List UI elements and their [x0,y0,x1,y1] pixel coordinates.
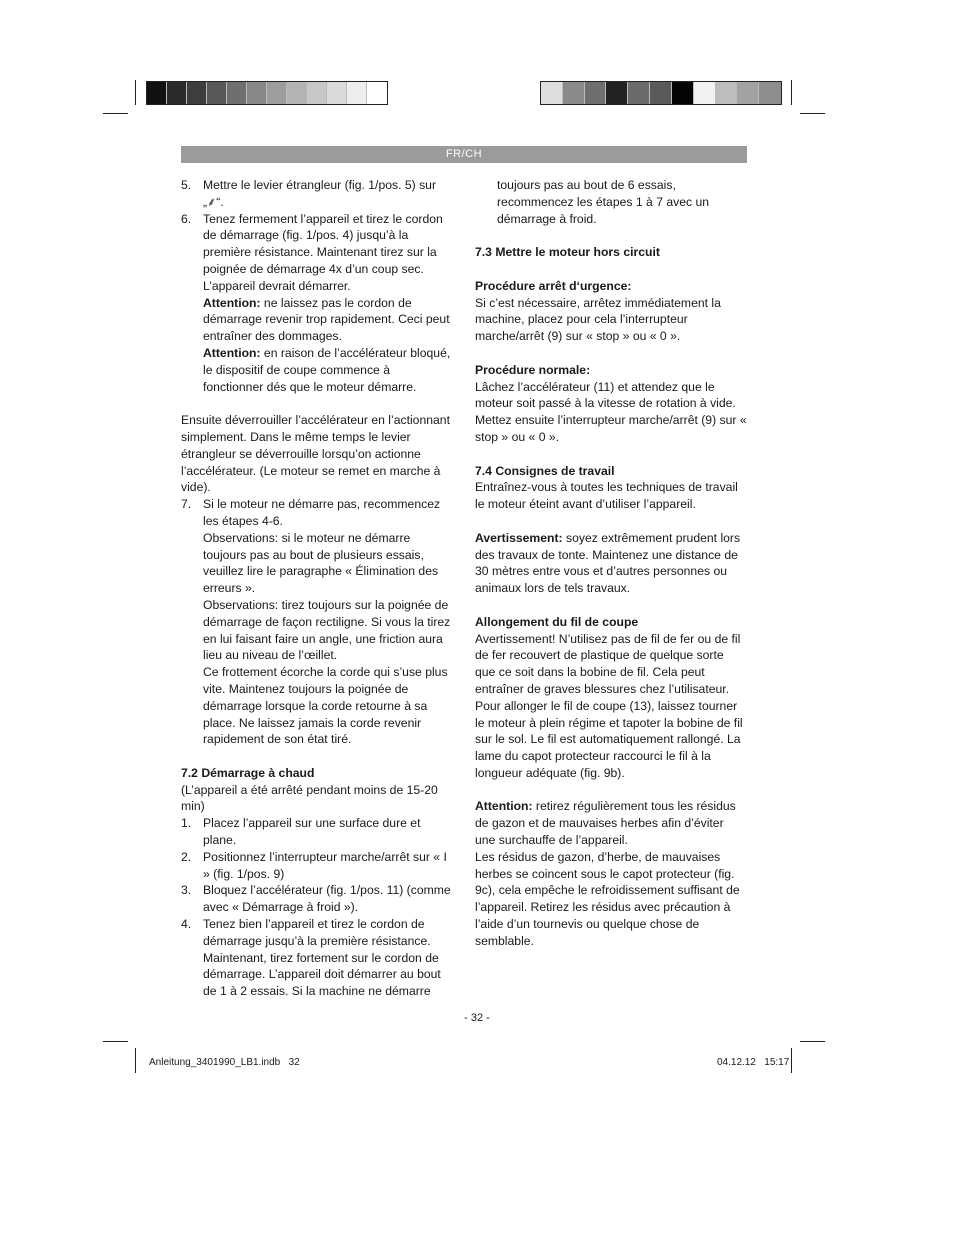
attention-text: en raison de l’accélérateur bloqué, le dispositif de coupe commence à fonctionner dés que le moteur démarre. [203,345,451,394]
warning-label: Avertissement: [475,530,563,545]
attention-label: Attention: [203,295,261,310]
attention-label: Attention: [475,799,533,814]
observation-note: Ce frottement écorche la corde qui s’use plus vite. Maintenez toujours la poignée de démarrage lorsque la corde retourne à sa place. Ne laissez jamais la corde revenir rapidement de son état tiré. [203,665,448,747]
attention-label: Attention: [203,345,261,360]
attention-note [475,798,747,848]
step-number: 4. [181,917,192,932]
step-number: 7. [181,497,192,512]
color-calibration-strip-left [146,81,388,105]
color-swatch [367,82,387,104]
step-text: Tenez bien l’appareil et tirez le cordon de démarrage jusqu’à la première résistance. Maintenant, tirez fortement sur le cordon de démarrage. L’appareil doit démarrer au bout de 1 à 2 essais. Si la machine ne démarre [203,917,441,999]
step-number: 5. [181,178,192,192]
color-swatch [227,82,247,104]
color-swatch [187,82,207,104]
step-6 [181,211,453,396]
step-text: Tenez fermement l’appareil et tirez le cordon de démarrage (fig. 1/pos. 4) jusqu’à la première résistance. Maintenant tirez sur la poignée de démarrage 4x d’un coup sec. L’appareil devrait démarrer. [203,211,443,293]
crop-mark-top-right-h [800,113,825,114]
color-swatch [759,82,781,104]
step-5 [181,177,453,211]
step-text: Placez l’appareil sur une surface dure et plane. [203,816,421,848]
color-swatch [167,82,187,104]
attention-text: retirez régulièrement tous les résidus de gazon et de mauvaises herbes afin d’éviter une surchauffe de l’appareil. [475,799,736,848]
observation-note: Observations: tirez toujours sur la poignée de démarrage de façon rectiligne. Si vous la tirez en lui faisant faire un angle, une friction aura lieu au niveau de l’œillet. [203,597,451,663]
footer-file-info: Anleitung_3401990_LB1.indb 32 [149,1057,300,1068]
step-text: Si le moteur ne démarre pas, recommencez les étapes 4-6. [203,497,441,528]
subsection-heading: Allongement du fil de coupe [475,614,639,629]
warning-text: soyez extrêmement prudent lors des travaux de tonte. Maintenez une distance de 30 mètres entre vous et d’autres personnes ou animaux lors de tels travaux. [475,530,741,596]
step-7 [181,496,453,748]
subsection-heading: Procédure normale: [475,362,591,377]
section-heading: 7.2 Démarrage à chaud [181,765,315,780]
left-column [181,177,453,1000]
color-swatch [147,82,167,104]
step-number: 6. [181,211,192,226]
color-swatch [563,82,585,104]
crop-mark-bottom-right-h [800,1041,825,1042]
color-swatch [247,82,267,104]
color-swatch [267,82,287,104]
warm-start-step [181,815,453,849]
residue-text: Les résidus de gazon, d’herbe, de mauvaises herbes se coincent sous le capot protecteur (fig. 9c), cela empêche le refroidissement suffisant de l’appareil. Retirez les résidus avec précaution à l’aide d’un tournevis ou quelque chose de semblable. [475,849,740,948]
right-column [475,177,747,950]
step-number: 1. [181,816,192,831]
color-swatch [287,82,307,104]
crop-mark-bottom-left-v [135,1048,136,1073]
color-swatch [716,82,738,104]
subsection-heading: Procédure arrêt d‘urgence: [475,278,632,293]
color-swatch [694,82,716,104]
language-label: FR/CH [445,148,483,160]
language-header-bar [181,146,747,163]
work-instructions-text: Entraînez-vous à toutes les techniques de travail le moteur éteint avant d’utiliser l’appareil. [475,480,738,512]
color-swatch [541,82,563,104]
color-swatch [327,82,347,104]
normal-stop-text: Lâchez l’accélérateur (11) et attendez que le moteur soit passé à la vitesse de rotation à vide. Mettez ensuite l’interrupteur marche/arrêt (9) sur « stop » ou « 0 ». [475,379,747,444]
color-swatch [307,82,327,104]
step-continuation: toujours pas au bout de 6 essais, recommencez les étapes 1 à 7 avec un démarrage à froid. [497,178,710,226]
attention-text: ne laissez pas le cordon de démarrage revenir trop rapidement. Ceci peut entraîner des dommages. [203,295,450,344]
color-swatch [585,82,607,104]
observation-note: Observations: si le moteur ne démarre toujours pas au bout de plusieurs essais, veuillez lire le paragraphe « Élimination des erreurs ». [203,530,439,596]
attention-note [203,345,453,395]
color-swatch [737,82,759,104]
warm-start-step [181,882,453,916]
color-calibration-strip-right [540,81,782,105]
attention-note [203,295,453,345]
color-swatch [207,82,227,104]
emergency-stop-text: Si c’est nécessaire, arrêtez immédiatement la machine, placez pour cela l’interrupteur marche/arrêt (9) sur « stop » ou « 0 ». [475,295,721,344]
step-number: 3. [181,883,192,898]
color-swatch [628,82,650,104]
crop-mark-top-left-h [103,113,128,114]
color-swatch [650,82,672,104]
step-text: Mettre le levier étrangleur (fig. 1/pos. 5) sur „⸙“. [203,178,437,209]
color-swatch [606,82,628,104]
line-warning-text: Avertissement! N’utilisez pas de fil de fer ou de fil de fer recouvert de plastique de quelque sorte que ce soit dans la bobine de fil. Cela peut entraîner de graves blessures chez l’utilisateur. [475,631,741,696]
warning-note [475,530,747,597]
crop-mark-bottom-left-h [103,1041,128,1042]
crop-mark-top-right-v [791,80,792,105]
crop-mark-bottom-right-v [791,1048,792,1073]
paragraph-unlock-accelerator: Ensuite déverrouiller l’accélérateur en l’actionnant simplement. Dans le même temps le levier étrangleur se déverrouille lorsqu’on actionne l’accélérateur. (Le moteur se remet en marche à vide). [181,413,450,495]
warm-start-step [181,916,453,1000]
page-number: - 32 - [464,1012,490,1024]
step-text: Positionnez l’interrupteur marche/arrêt sur « I » (fig. 1/pos. 9) [203,849,447,881]
step-number: 2. [181,849,192,864]
footer-date-time: 04.12.12 15:17 [717,1057,790,1068]
section-intro: (L’appareil a été arrêté pendant moins de 15-20 min) [181,782,438,814]
step-text: Bloquez l’accélérateur (fig. 1/pos. 11) (comme avec « Démarrage à froid »). [203,883,451,915]
crop-mark-top-left-v [135,80,136,105]
section-heading: 7.4 Consignes de travail [475,463,615,478]
section-heading: 7.3 Mettre le moteur hors circuit [475,245,660,260]
warm-start-step [181,849,453,883]
line-extend-text: Pour allonger le fil de coupe (13), laissez tourner le moteur à plein régime et tapoter la bobine de fil sur le sol. Le fil est automatiquement rallongé. La lame du capot protecteur raccourci le fil à la longueur adéquate (fig. 9b). [475,698,743,780]
color-swatch [672,82,694,104]
color-swatch [347,82,367,104]
